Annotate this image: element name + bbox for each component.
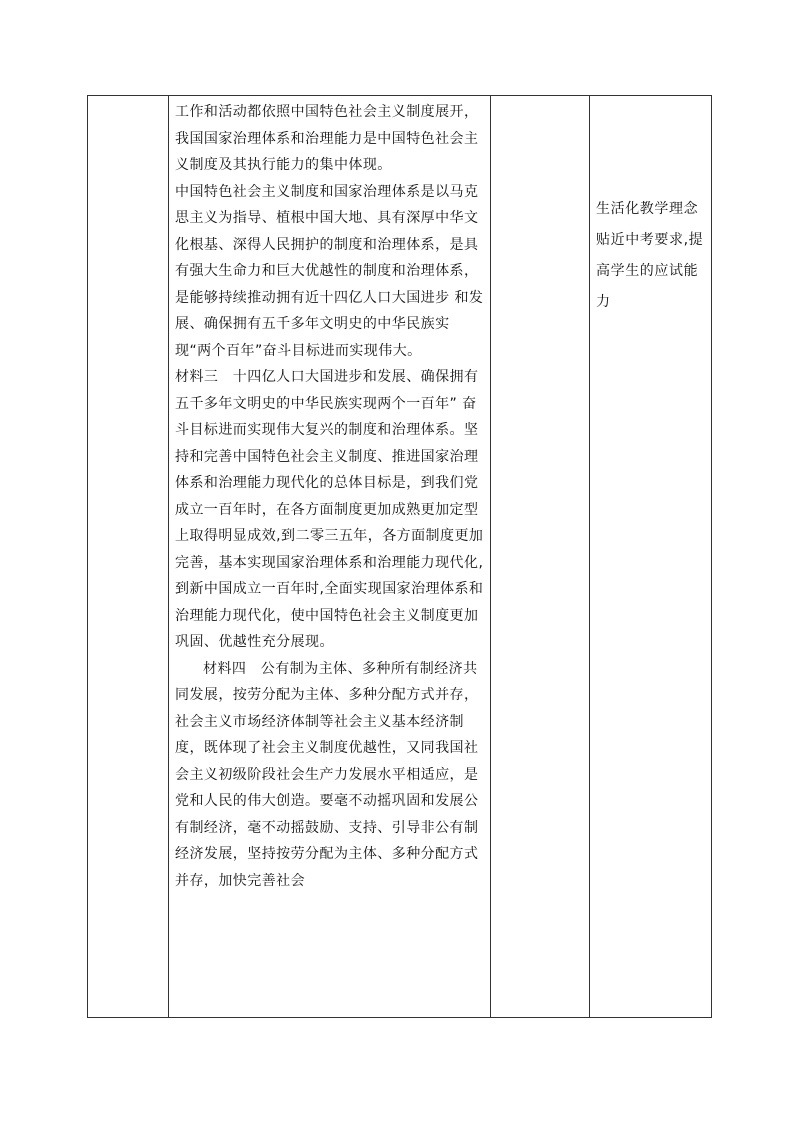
lesson-plan-table bbox=[87, 95, 712, 1018]
blank-cell-left bbox=[88, 96, 169, 1018]
paragraph-governance-intro: 工作和活动都依照中国特色社会主义制度展开，我国国家治理体系和治理能力是中国特色社会主义制度及其执行能力的集中体现。 bbox=[175, 104, 479, 173]
paragraph-system-description: 中国特色社会主义制度和国家治理体系是以马克思主义为指导、植根中国大地、具有深厚中华文化根基、深得人民拥护的制度和治理体系，是具有强大生命力和巨大优越性的制度和治理体系，是能够持续推动拥有近十四亿人口大国进步 和发展、确保拥有五千多年文明史的中华民族实现“两个百年”奋斗目标进而实现伟大。 bbox=[175, 183, 484, 359]
material-text bbox=[169, 96, 490, 894]
table-row bbox=[88, 96, 712, 1018]
paragraph-material-four: 材料四 公有制为主体、多种所有制经济共同发展，按劳分配为主体、多种分配方式并存，社会主义市场经济体制等社会主义基本经济制度，既体现了社会主义制度优越性，又同我国社会主义初级阶段社会生产力发展水平相适应，是党和人民的伟大创造。要毫不动摇巩固和发展公有制经济，毫不动摇鼓励、支持、引导非公有制经济发展，坚持按劳分配为主体、多种分配方式并存，加快完善社会 bbox=[175, 660, 479, 889]
design-intent-cell bbox=[590, 96, 712, 1018]
material-content-cell bbox=[169, 96, 491, 1018]
paragraph-material-three: 材料三 十四亿人口大国进步和发展、确保拥有五千多年文明史的中华民族实现两个一百年” 奋斗目标进而实现伟大复兴的制度和治理体系。坚持和完善中国特色社会主义制度、推进国家治理体系和治理能力现代化的总体目标是，到我们党成立一百年时，在各方面制度更加成熟更加定型上取得明显成效,到二零三五年，各方面制度更加完善，基本实现国家治理体系和治理能力现代化,到新中国成立一百年时,全面实现国家治理体系和治理能力现代化，使中国特色社会主义制度更加巩固、优越性充分展现。 bbox=[175, 369, 484, 650]
design-intent-text: 生活化教学理念贴近中考要求,提高学生的应试能力 bbox=[596, 201, 704, 310]
blank-cell-middle bbox=[491, 96, 590, 1018]
